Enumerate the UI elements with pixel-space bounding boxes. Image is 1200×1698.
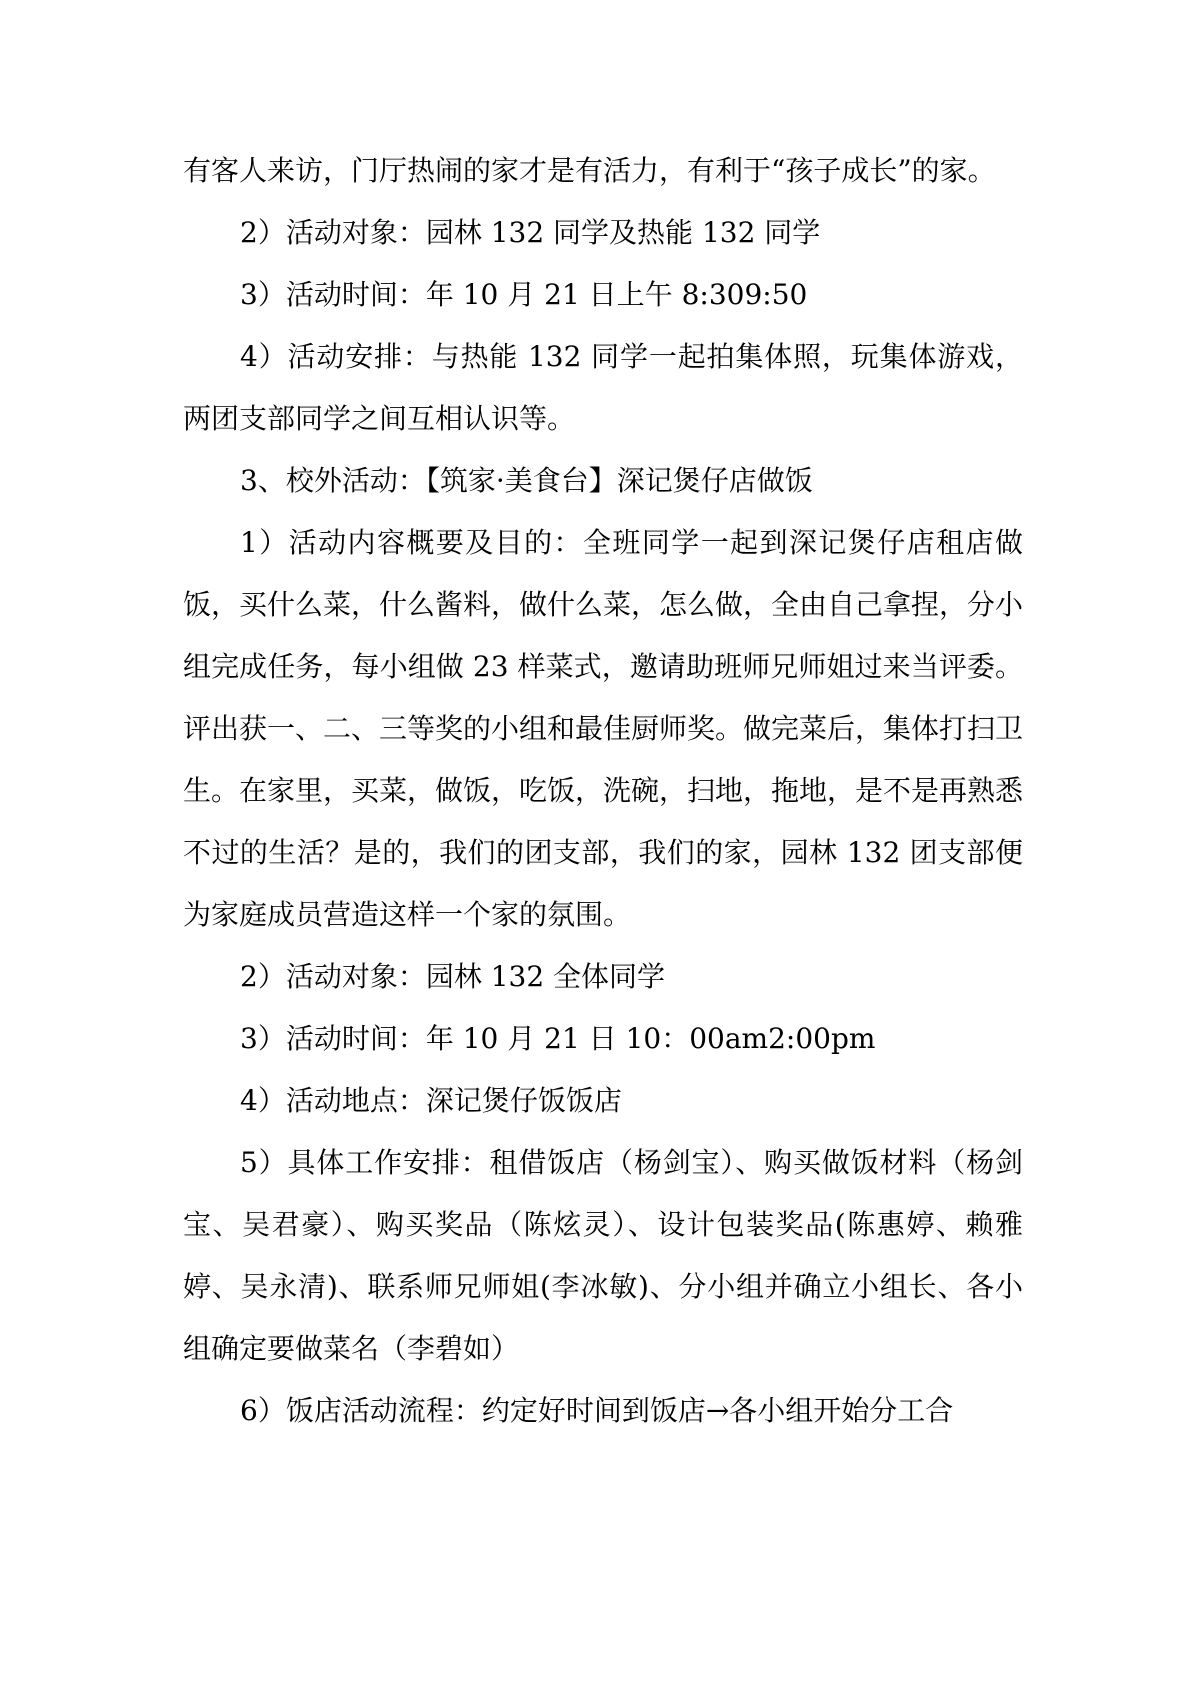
paragraph-activity-time-2: 3）活动时间：年 10 月 21 日 10：00am2:00pm — [240, 1022, 876, 1055]
paragraph-activity-target-2: 2）活动对象：园林 132 全体同学 — [240, 960, 666, 993]
paragraph-work-arrangement: 5）具体工作安排：租借饭店（杨剑宝）、购买做饭材料（杨剑宝、吴君豪）、购买奖品（陈炫灵）、设计包装奖品(陈惠婷、赖雅婷、吴永清)、联系师兄师姐(李冰敏)、分小组并确立小组长、各小组确定要做菜名（李碧如） — [183, 1146, 1023, 1365]
paragraph-activity-time: 3）活动时间：年 10 月 21 日上午 8:309:50 — [240, 278, 808, 311]
paragraph-activity-summary: 1）活动内容概要及目的：全班同学一起到深记煲仔店租店做饭，买什么菜，什么酱料，做什么菜，怎么做，全由自己拿捏，分小组完成任务，每小组做 23 样菜式，邀请助班师兄师姐过来当评委。评出获一、二、三等奖的小组和最佳厨师奖。做完菜后，集体打扫卫生。在家里，买菜，做饭，吃饭，洗碗，扫地，拖地，是不是再熟悉不过的生活？是的，我们的团支部，我们的家，园林 132 团支部便为家庭成员营造这样一个家的氛围。 — [183, 526, 1024, 931]
paragraph-intro-continuation: 有客人来访，门厅热闹的家才是有活力，有利于“孩子成长”的家。 — [183, 154, 996, 187]
paragraph-activity-arrangement: 4）活动安排：与热能 132 同学一起拍集体照，玩集体游戏，两团支部同学之间互相认识等。 — [183, 340, 1023, 435]
paragraph-activity-target: 2）活动对象：园林 132 同学及热能 132 同学 — [240, 216, 821, 249]
paragraph-restaurant-flow: 6）饭店活动流程：约定好时间到饭店→各小组开始分工合 — [240, 1394, 954, 1427]
document-body — [183, 140, 1023, 1442]
section-heading-outdoor-activity: 3、校外活动：【筑家·美食台】深记煲仔店做饭 — [240, 464, 813, 497]
paragraph-activity-location: 4）活动地点：深记煲仔饭饭店 — [240, 1084, 622, 1117]
